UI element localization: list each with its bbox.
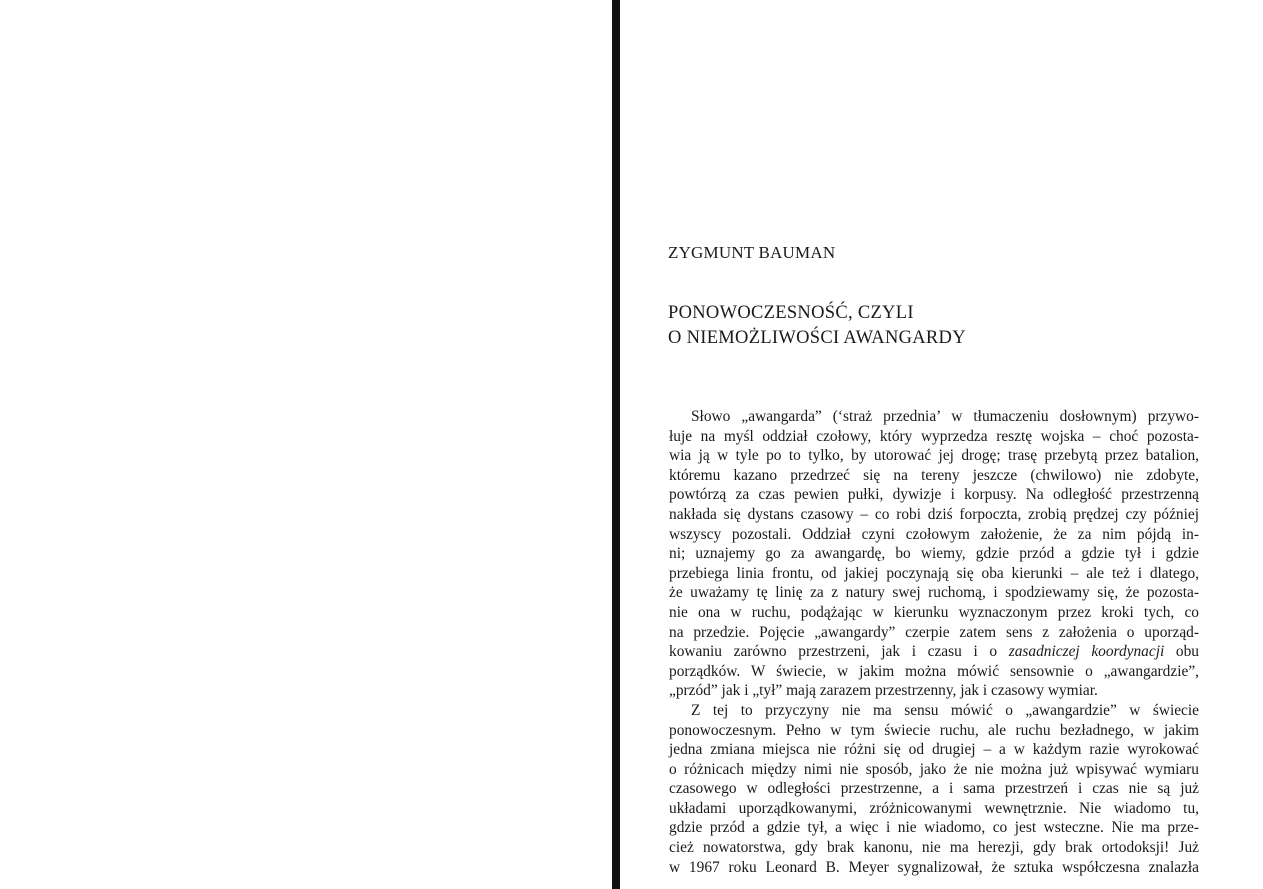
text-line: nakłada się dystans czasowy – co robi dziś forpoczta, zrobią prędzej czy później (669, 505, 1199, 523)
left-page-blank (0, 0, 612, 889)
text-line: łuje na myśl oddział czołowy, który wyprzedza resztę wojska – choć pozosta- (669, 427, 1199, 445)
text-line: ni; uznajemy go za awangardę, bo wiemy, gdzie przód a gdzie tył i gdzie (669, 545, 1199, 563)
author-name: ZYGMUNT BAUMAN (668, 243, 836, 262)
chapter-title (668, 301, 966, 351)
right-page (620, 0, 1263, 889)
text-line: na przedzie. Pojęcie „awangardy” czerpie zatem sens z założenia o uporząd- (669, 623, 1199, 641)
text-line: porządków. W świecie, w jakim można mówić sensownie o „awangardzie”, (669, 662, 1199, 680)
text-line: nie ona w ruchu, podążając w kierunku wyznaczonym przez kroki tych, co (669, 603, 1199, 621)
text-line: że uważamy tę linię za z natury swej ruchomą, i spodziewamy się, że pozosta- (669, 584, 1199, 602)
text-line: Słowo „awangarda” (‘straż przednia’ w tłumaczeniu dosłownym) przywo- (691, 408, 1199, 425)
text-line-with-emphasis (669, 642, 1199, 662)
emphasis-text: zasadniczej koordynacji (1008, 643, 1165, 661)
text-line: układami uporządkowanymi, zróżnicowanymi wewnętrznie. Nie wiadomo tu, (669, 799, 1199, 817)
text-line: o różnicach między nimi nie sposób, jako że nie można już wpisywać wymiaru (669, 760, 1199, 778)
text-line: przebiega linia frontu, od jakiej poczynają się oba kierunki – ale też i dlatego, (669, 564, 1199, 582)
text-line: gdzie przód a gdzie tył, a więc i nie wiadomo, co jest wsteczne. Nie ma prze- (669, 819, 1199, 837)
body-text (669, 407, 1199, 877)
text-line: jedna zmiana miejsca nie różni się od drugiej – a w każdym razie wyrokować (669, 741, 1199, 759)
title-line-1: PONOWOCZESNOŚĆ, CZYLI (668, 303, 914, 323)
text-line-part: obu (1164, 643, 1199, 661)
book-gutter (612, 0, 620, 889)
text-line: „przód” jak i „tył” mają zarazem przestrzenny, jak i czasowy wymiar. (669, 682, 1098, 700)
text-line-part: kowaniu zarówno przestrzeni, jak i czasu i o (669, 643, 1009, 661)
text-line: powtórzą za czas pewien pułki, dywizje i korpusy. Na odległość przestrzenną (669, 486, 1199, 504)
text-line: wszyscy pozostali. Oddział czyni czołowym założenie, że za nim pójdą in- (669, 525, 1199, 543)
title-line-2: O NIEMOŻLIWOŚCI AWANGARDY (668, 328, 966, 348)
text-line: czasowego w odległości przestrzenne, a i sama przestrzeń i czas nie są już (669, 780, 1199, 798)
text-line: ponowoczesnym. Pełno w tym świecie ruchu, ale ruchu bezładnego, w jakim (669, 721, 1199, 739)
text-line: wia ją w tyle po to tylko, by utorować jej drogę; trasę przebytą przez batalion, (669, 447, 1199, 465)
text-line: cież nowatorstwa, gdy brak kanonu, nie ma herezji, gdy brak ortodoksji! Już (669, 839, 1199, 857)
text-line: w 1967 roku Leonard B. Meyer sygnalizował, że sztuka współczesna znalazła (669, 858, 1199, 876)
text-line: któremu kazano przedrzeć się na tereny jeszcze (chwilowo) nie zdobyte, (669, 466, 1199, 484)
text-line: Z tej to przyczyny nie ma sensu mówić o „awangardzie” w świecie (691, 701, 1199, 719)
